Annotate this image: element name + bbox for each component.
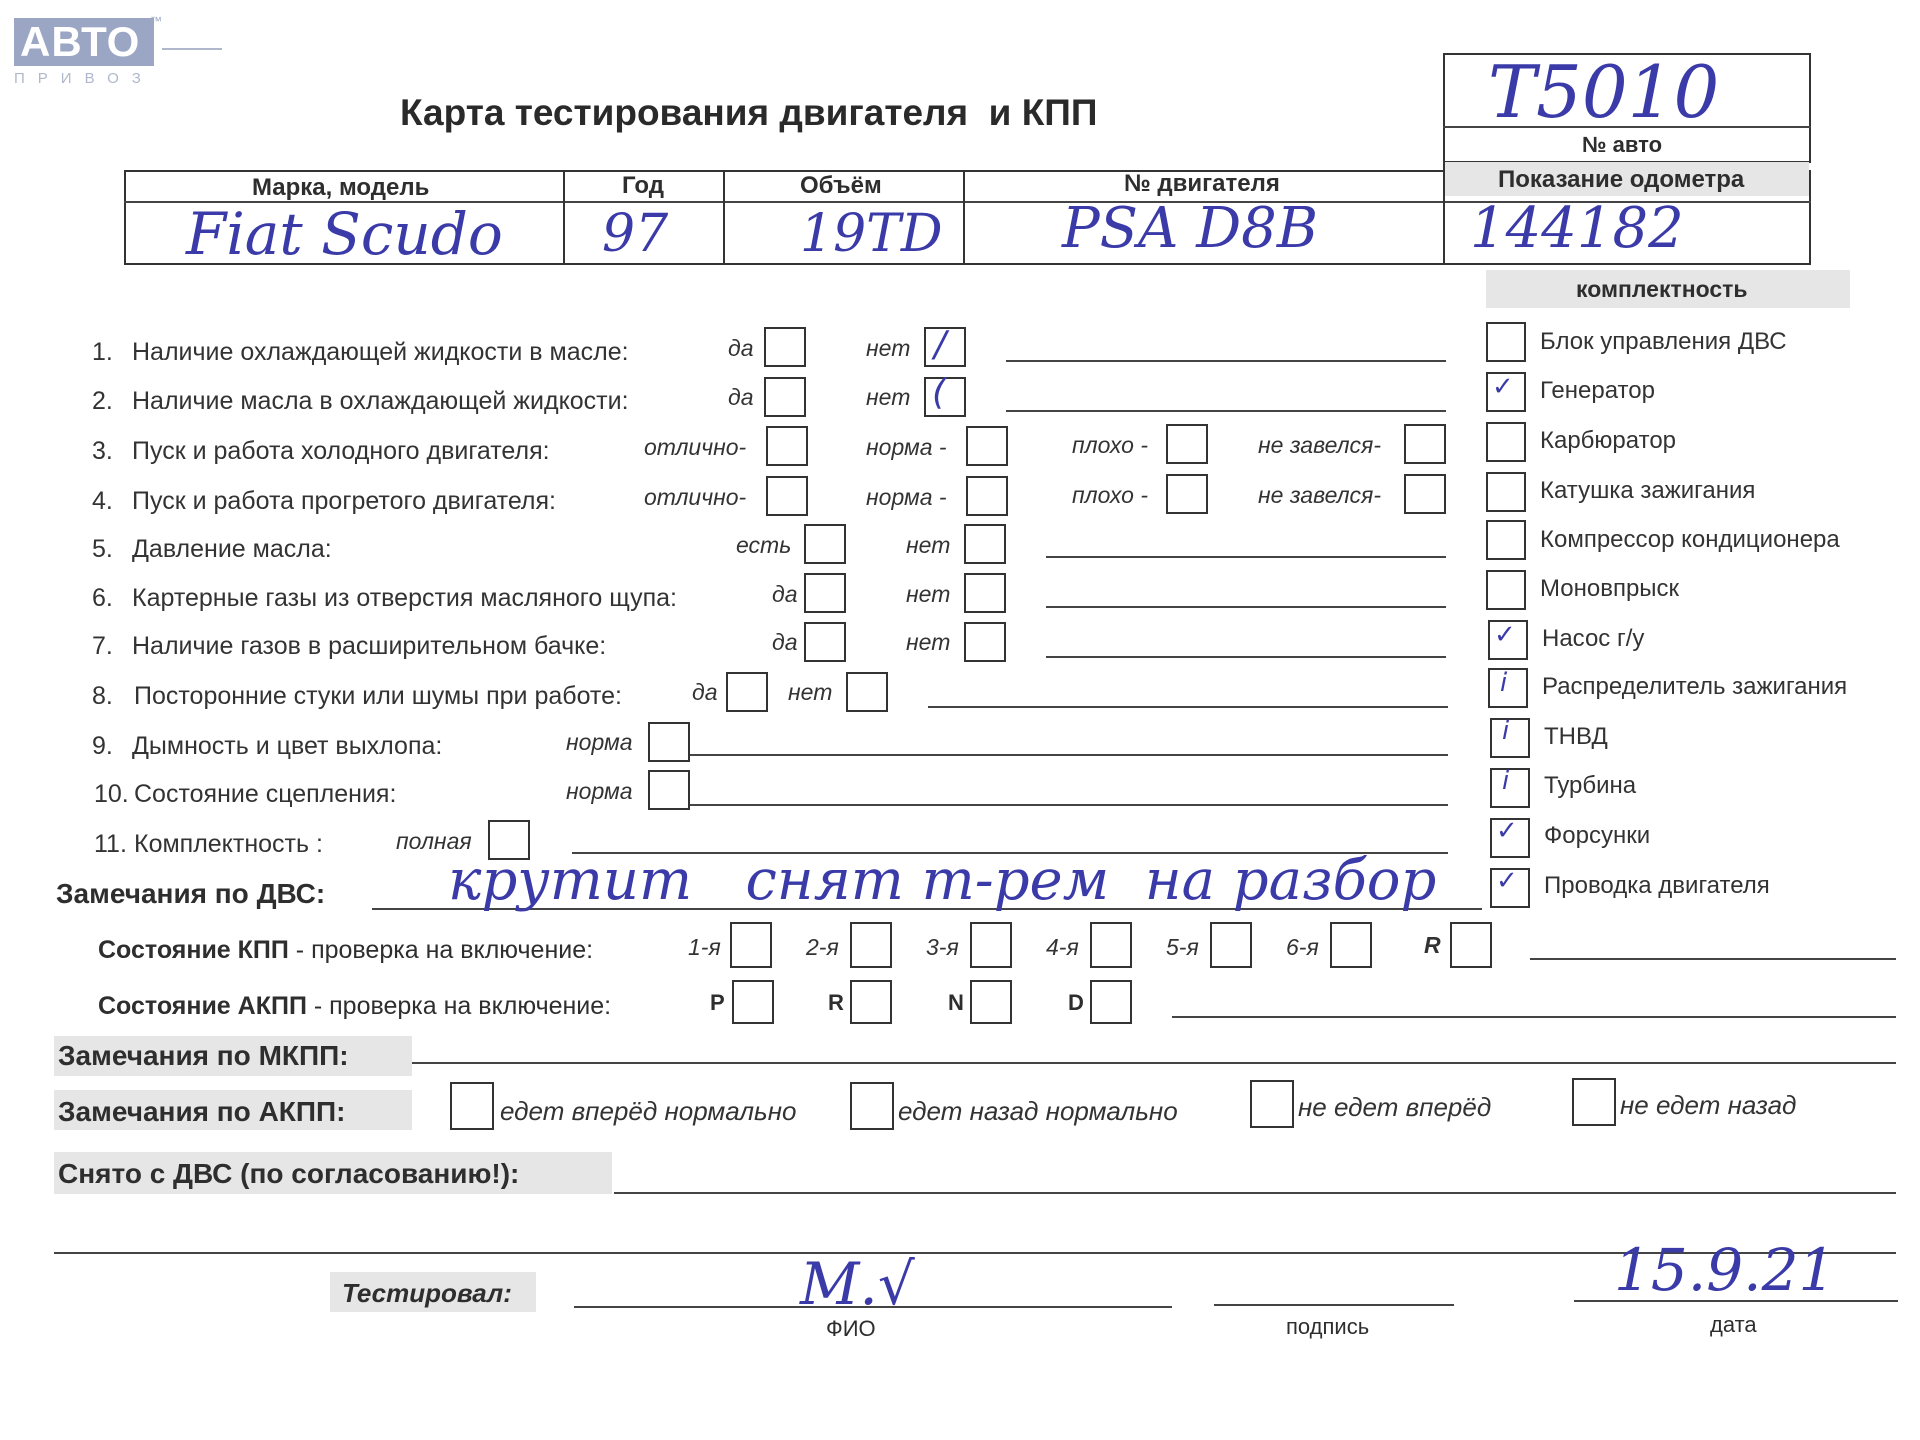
kpp-label bbox=[98, 936, 593, 965]
completeness-checkbox-mono-injection[interactable] bbox=[1486, 570, 1526, 610]
remarks-mkpp-line bbox=[412, 1062, 1896, 1064]
engine-number-value: PSA D8B bbox=[1062, 196, 1318, 261]
akpp-gear-d-label: D bbox=[1068, 990, 1084, 1015]
completeness-mark-injectors: ✓ bbox=[1496, 816, 1518, 846]
date-caption: дата bbox=[1710, 1312, 1757, 1337]
question-3-option-normal: норма - bbox=[866, 434, 947, 460]
akpp-label bbox=[98, 992, 611, 1021]
question-3-option-no-start: не завелся- bbox=[1258, 432, 1382, 458]
make-model-label: Марка, модель bbox=[252, 174, 430, 201]
completeness-label-carburetor: Карбюратор bbox=[1540, 427, 1677, 454]
logo-text: АВТО bbox=[14, 18, 154, 66]
completeness-label-ignition-coil: Катушка зажигания bbox=[1540, 477, 1756, 504]
kpp-gear-4-checkbox[interactable] bbox=[1090, 922, 1132, 968]
kpp-gear-3-checkbox[interactable] bbox=[970, 922, 1012, 968]
kpp-gear-r-label: R bbox=[1424, 932, 1441, 958]
year-value: 97 bbox=[602, 204, 669, 264]
question-6-option-no: нет bbox=[906, 581, 951, 607]
question-1-option-no: нет bbox=[866, 335, 911, 361]
completeness-mark-ps-pump: ✓ bbox=[1494, 620, 1516, 650]
logo-swoosh bbox=[162, 48, 222, 50]
question-4-checkbox-bad[interactable] bbox=[1166, 474, 1208, 514]
akpp-gear-r-checkbox[interactable] bbox=[850, 980, 892, 1024]
remarks-akpp-label: Замечания по АКПП: bbox=[58, 1096, 346, 1127]
tested-name-value: M.√ bbox=[800, 1250, 915, 1318]
question-5-number: 5. bbox=[92, 535, 113, 563]
kpp-gear-5-label: 5-я bbox=[1166, 934, 1199, 960]
akpp-option-forward-ok-label: едет вперёд нормально bbox=[500, 1096, 797, 1126]
year-label: Год bbox=[622, 172, 664, 199]
question-8-option-yes: да bbox=[692, 679, 718, 705]
question-6-line bbox=[1046, 606, 1446, 608]
question-5-checkbox-yes[interactable] bbox=[804, 524, 846, 564]
completeness-label-injectors: Форсунки bbox=[1544, 822, 1651, 849]
question-10-option-normal: норма bbox=[566, 778, 633, 804]
akpp-label-bold: Состояние АКПП bbox=[98, 992, 307, 1020]
completeness-checkbox-ignition-coil[interactable] bbox=[1486, 472, 1526, 512]
question-7-option-no: нет bbox=[906, 629, 951, 655]
question-4-text: Пуск и работа прогретого двигателя: bbox=[132, 487, 556, 515]
make-model-value: Fiat Scudo bbox=[186, 200, 503, 268]
question-3-checkbox-no-start[interactable] bbox=[1404, 424, 1446, 464]
question-9-text: Дымность и цвет выхлопа: bbox=[132, 732, 443, 760]
completeness-checkbox-ac-compressor[interactable] bbox=[1486, 520, 1526, 560]
question-2-option-yes: да bbox=[728, 384, 754, 410]
completeness-mark-injection-pump: i bbox=[1502, 716, 1510, 746]
question-10-number: 10. bbox=[94, 780, 129, 808]
completeness-checkbox-distributor[interactable] bbox=[1488, 668, 1528, 708]
col-divider-1 bbox=[563, 170, 565, 265]
question-8-number: 8. bbox=[92, 682, 113, 710]
completeness-label-generator: Генератор bbox=[1540, 377, 1655, 404]
volume-value: 19TD bbox=[800, 204, 943, 264]
akpp-option-no-forward-checkbox[interactable] bbox=[1250, 1080, 1294, 1128]
kpp-gear-r-checkbox[interactable] bbox=[1450, 922, 1492, 968]
kpp-gear-6-checkbox[interactable] bbox=[1330, 922, 1372, 968]
question-9-line bbox=[690, 754, 1448, 756]
fio-caption: ФИО bbox=[826, 1316, 876, 1341]
question-4-checkbox-excellent[interactable] bbox=[766, 476, 808, 516]
question-5-option-no: нет bbox=[906, 532, 951, 558]
logo-subtitle: ПРИВОЗ bbox=[14, 70, 154, 87]
date-value: 15.9.21 bbox=[1614, 1236, 1836, 1304]
question-7-option-yes: да bbox=[772, 629, 798, 655]
removed-line bbox=[614, 1192, 1896, 1194]
question-8-checkbox-yes[interactable] bbox=[726, 672, 768, 712]
question-1-line bbox=[1006, 360, 1446, 362]
question-1-option-yes: да bbox=[728, 335, 754, 361]
question-8-text: Посторонние стуки или шумы при работе: bbox=[134, 682, 622, 710]
question-6-checkbox-yes[interactable] bbox=[804, 573, 846, 613]
question-1-checkbox-yes[interactable] bbox=[764, 327, 806, 367]
question-6-option-yes: да bbox=[772, 581, 798, 607]
question-9-option-normal: норма bbox=[566, 729, 633, 755]
question-1-mark-no: / bbox=[934, 324, 947, 365]
kpp-gear-1-checkbox[interactable] bbox=[730, 922, 772, 968]
completeness-label-mono-injection: Моновпрыск bbox=[1540, 575, 1680, 602]
completeness-checkbox-turbo[interactable] bbox=[1490, 768, 1530, 808]
completeness-label-distributor: Распределитель зажигания bbox=[1542, 673, 1848, 700]
question-4-checkbox-normal[interactable] bbox=[966, 476, 1008, 516]
akpp-label-rest: - проверка на включение: bbox=[306, 992, 612, 1020]
engine-number-label: № двигателя bbox=[1124, 170, 1280, 197]
question-9-number: 9. bbox=[92, 732, 113, 760]
question-2-checkbox-yes[interactable] bbox=[764, 377, 806, 417]
kpp-gear-6-label: 6-я bbox=[1286, 934, 1319, 960]
tested-label: Тестировал: bbox=[342, 1278, 512, 1308]
page-title: Карта тестирования двигателя и КПП bbox=[400, 92, 1098, 133]
kpp-label-bold: Состояние КПП bbox=[98, 936, 289, 964]
question-4-option-bad: плохо - bbox=[1072, 482, 1148, 508]
completeness-checkbox-injection-pump[interactable] bbox=[1490, 718, 1530, 758]
question-2-text: Наличие масла в охлаждающей жидкости: bbox=[132, 387, 629, 415]
completeness-mark-distributor: i bbox=[1500, 668, 1508, 698]
completeness-label-turbo: Турбина bbox=[1544, 772, 1637, 799]
question-4-option-normal: норма - bbox=[866, 484, 947, 510]
kpp-line bbox=[1530, 958, 1896, 960]
question-1-text: Наличие охлаждающей жидкости в масле: bbox=[132, 338, 629, 366]
question-4-checkbox-no-start[interactable] bbox=[1404, 474, 1446, 514]
kpp-gear-5-checkbox[interactable] bbox=[1210, 922, 1252, 968]
akpp-option-no-forward-label: не едет вперёд bbox=[1298, 1092, 1492, 1122]
question-8-line bbox=[928, 706, 1448, 708]
question-7-checkbox-no[interactable] bbox=[964, 622, 1006, 662]
question-4-option-excellent: отлично- bbox=[644, 484, 747, 510]
completeness-label-ps-pump: Насос г/у bbox=[1542, 625, 1645, 652]
volume-label: Объём bbox=[800, 172, 882, 199]
signature-caption: подпись bbox=[1286, 1314, 1370, 1339]
kpp-gear-2-label: 2-я bbox=[806, 934, 839, 960]
question-7-number: 7. bbox=[92, 632, 113, 660]
completeness-label-injection-pump: ТНВД bbox=[1544, 723, 1608, 750]
remarks-mkpp-label: Замечания по МКПП: bbox=[58, 1040, 349, 1071]
akpp-gear-n-checkbox[interactable] bbox=[970, 980, 1012, 1024]
remarks-dvs-label: Замечания по ДВС: bbox=[56, 878, 326, 909]
car-number-label: № авто bbox=[1582, 132, 1663, 157]
question-2-number: 2. bbox=[92, 387, 113, 415]
logo-tm: ™ bbox=[150, 14, 162, 28]
question-10-text: Состояние сцепления: bbox=[134, 780, 397, 808]
question-5-option-yes: есть bbox=[736, 532, 792, 558]
completeness-mark-engine-wiring: ✓ bbox=[1496, 866, 1518, 896]
akpp-gear-p-label: P bbox=[710, 990, 725, 1015]
completeness-mark-turbo: i bbox=[1502, 766, 1510, 796]
question-3-option-excellent: отлично- bbox=[644, 434, 747, 460]
removed-label: Снято с ДВС (по согласованию!): bbox=[58, 1158, 520, 1189]
question-4-option-no-start: не завелся- bbox=[1258, 482, 1382, 508]
kpp-gear-3-label: 3-я bbox=[926, 934, 959, 960]
akpp-option-backward-ok-checkbox[interactable] bbox=[850, 1082, 894, 1130]
completeness-label-ecu: Блок управления ДВС bbox=[1540, 328, 1787, 355]
question-3-checkbox-bad[interactable] bbox=[1166, 424, 1208, 464]
akpp-option-backward-ok-label: едет назад нормально bbox=[898, 1096, 1178, 1126]
kpp-label-rest: - проверка на включение: bbox=[288, 936, 594, 964]
question-2-mark-no: ( bbox=[932, 372, 947, 413]
question-10-line bbox=[690, 804, 1448, 806]
akpp-option-no-backward-label: не едет назад bbox=[1620, 1090, 1797, 1120]
kpp-gear-2-checkbox[interactable] bbox=[850, 922, 892, 968]
question-9-checkbox-normal[interactable] bbox=[648, 722, 690, 762]
question-7-line bbox=[1046, 656, 1446, 658]
question-4-number: 4. bbox=[92, 487, 113, 515]
question-8-checkbox-no[interactable] bbox=[846, 672, 888, 712]
col-divider-3 bbox=[963, 170, 965, 265]
col-divider-2 bbox=[723, 170, 725, 265]
akpp-gear-d-checkbox[interactable] bbox=[1090, 980, 1132, 1024]
akpp-gear-r-label: R bbox=[828, 990, 844, 1015]
question-11-option-full: полная bbox=[396, 828, 472, 854]
completeness-title: комплектность bbox=[1576, 276, 1748, 302]
question-6-checkbox-no[interactable] bbox=[964, 573, 1006, 613]
question-7-checkbox-yes[interactable] bbox=[804, 622, 846, 662]
akpp-option-forward-ok-checkbox[interactable] bbox=[450, 1082, 494, 1130]
logo bbox=[14, 14, 162, 87]
question-3-text: Пуск и работа холодного двигателя: bbox=[132, 437, 550, 465]
akpp-gear-p-checkbox[interactable] bbox=[732, 980, 774, 1024]
question-1-number: 1. bbox=[92, 338, 113, 366]
completeness-mark-generator: ✓ bbox=[1492, 372, 1514, 402]
question-6-text: Картерные газы из отверстия масляного щупа: bbox=[132, 584, 677, 612]
question-7-text: Наличие газов в расширительном бачке: bbox=[132, 632, 607, 660]
question-6-number: 6. bbox=[92, 584, 113, 612]
odometer-label: Показание одометра bbox=[1498, 166, 1745, 193]
completeness-checkbox-ecu[interactable] bbox=[1486, 322, 1526, 362]
question-5-checkbox-no[interactable] bbox=[964, 524, 1006, 564]
akpp-line bbox=[1172, 1016, 1896, 1018]
question-10-checkbox-normal[interactable] bbox=[648, 770, 690, 810]
completeness-label-ac-compressor: Компрессор кондиционера bbox=[1540, 526, 1840, 553]
kpp-gear-4-label: 4-я bbox=[1046, 934, 1079, 960]
form-id-value: T5010 bbox=[1488, 50, 1720, 134]
question-3-option-bad: плохо - bbox=[1072, 432, 1148, 458]
remarks-dvs-value: крутит снят т-рем на разбор bbox=[448, 848, 1437, 913]
question-5-text: Давление масла: bbox=[132, 535, 332, 563]
signature-line bbox=[1214, 1304, 1454, 1306]
question-2-line bbox=[1006, 410, 1446, 412]
question-5-line bbox=[1046, 556, 1446, 558]
question-3-checkbox-normal[interactable] bbox=[966, 426, 1008, 466]
question-11-number: 11. bbox=[94, 830, 127, 858]
question-8-option-no: нет bbox=[788, 679, 833, 705]
question-3-number: 3. bbox=[92, 437, 113, 465]
akpp-gear-n-label: N bbox=[948, 990, 964, 1015]
completeness-label-engine-wiring: Проводка двигателя bbox=[1544, 872, 1770, 899]
akpp-option-no-backward-checkbox[interactable] bbox=[1572, 1078, 1616, 1126]
kpp-gear-1-label: 1-я bbox=[688, 934, 721, 960]
question-3-checkbox-excellent[interactable] bbox=[766, 426, 808, 466]
completeness-checkbox-carburetor[interactable] bbox=[1486, 422, 1526, 462]
question-11-text: Комплектность : bbox=[134, 830, 323, 858]
col-divider-4 bbox=[1443, 160, 1445, 265]
odometer-value: 144182 bbox=[1470, 196, 1684, 261]
question-2-option-no: нет bbox=[866, 384, 911, 410]
